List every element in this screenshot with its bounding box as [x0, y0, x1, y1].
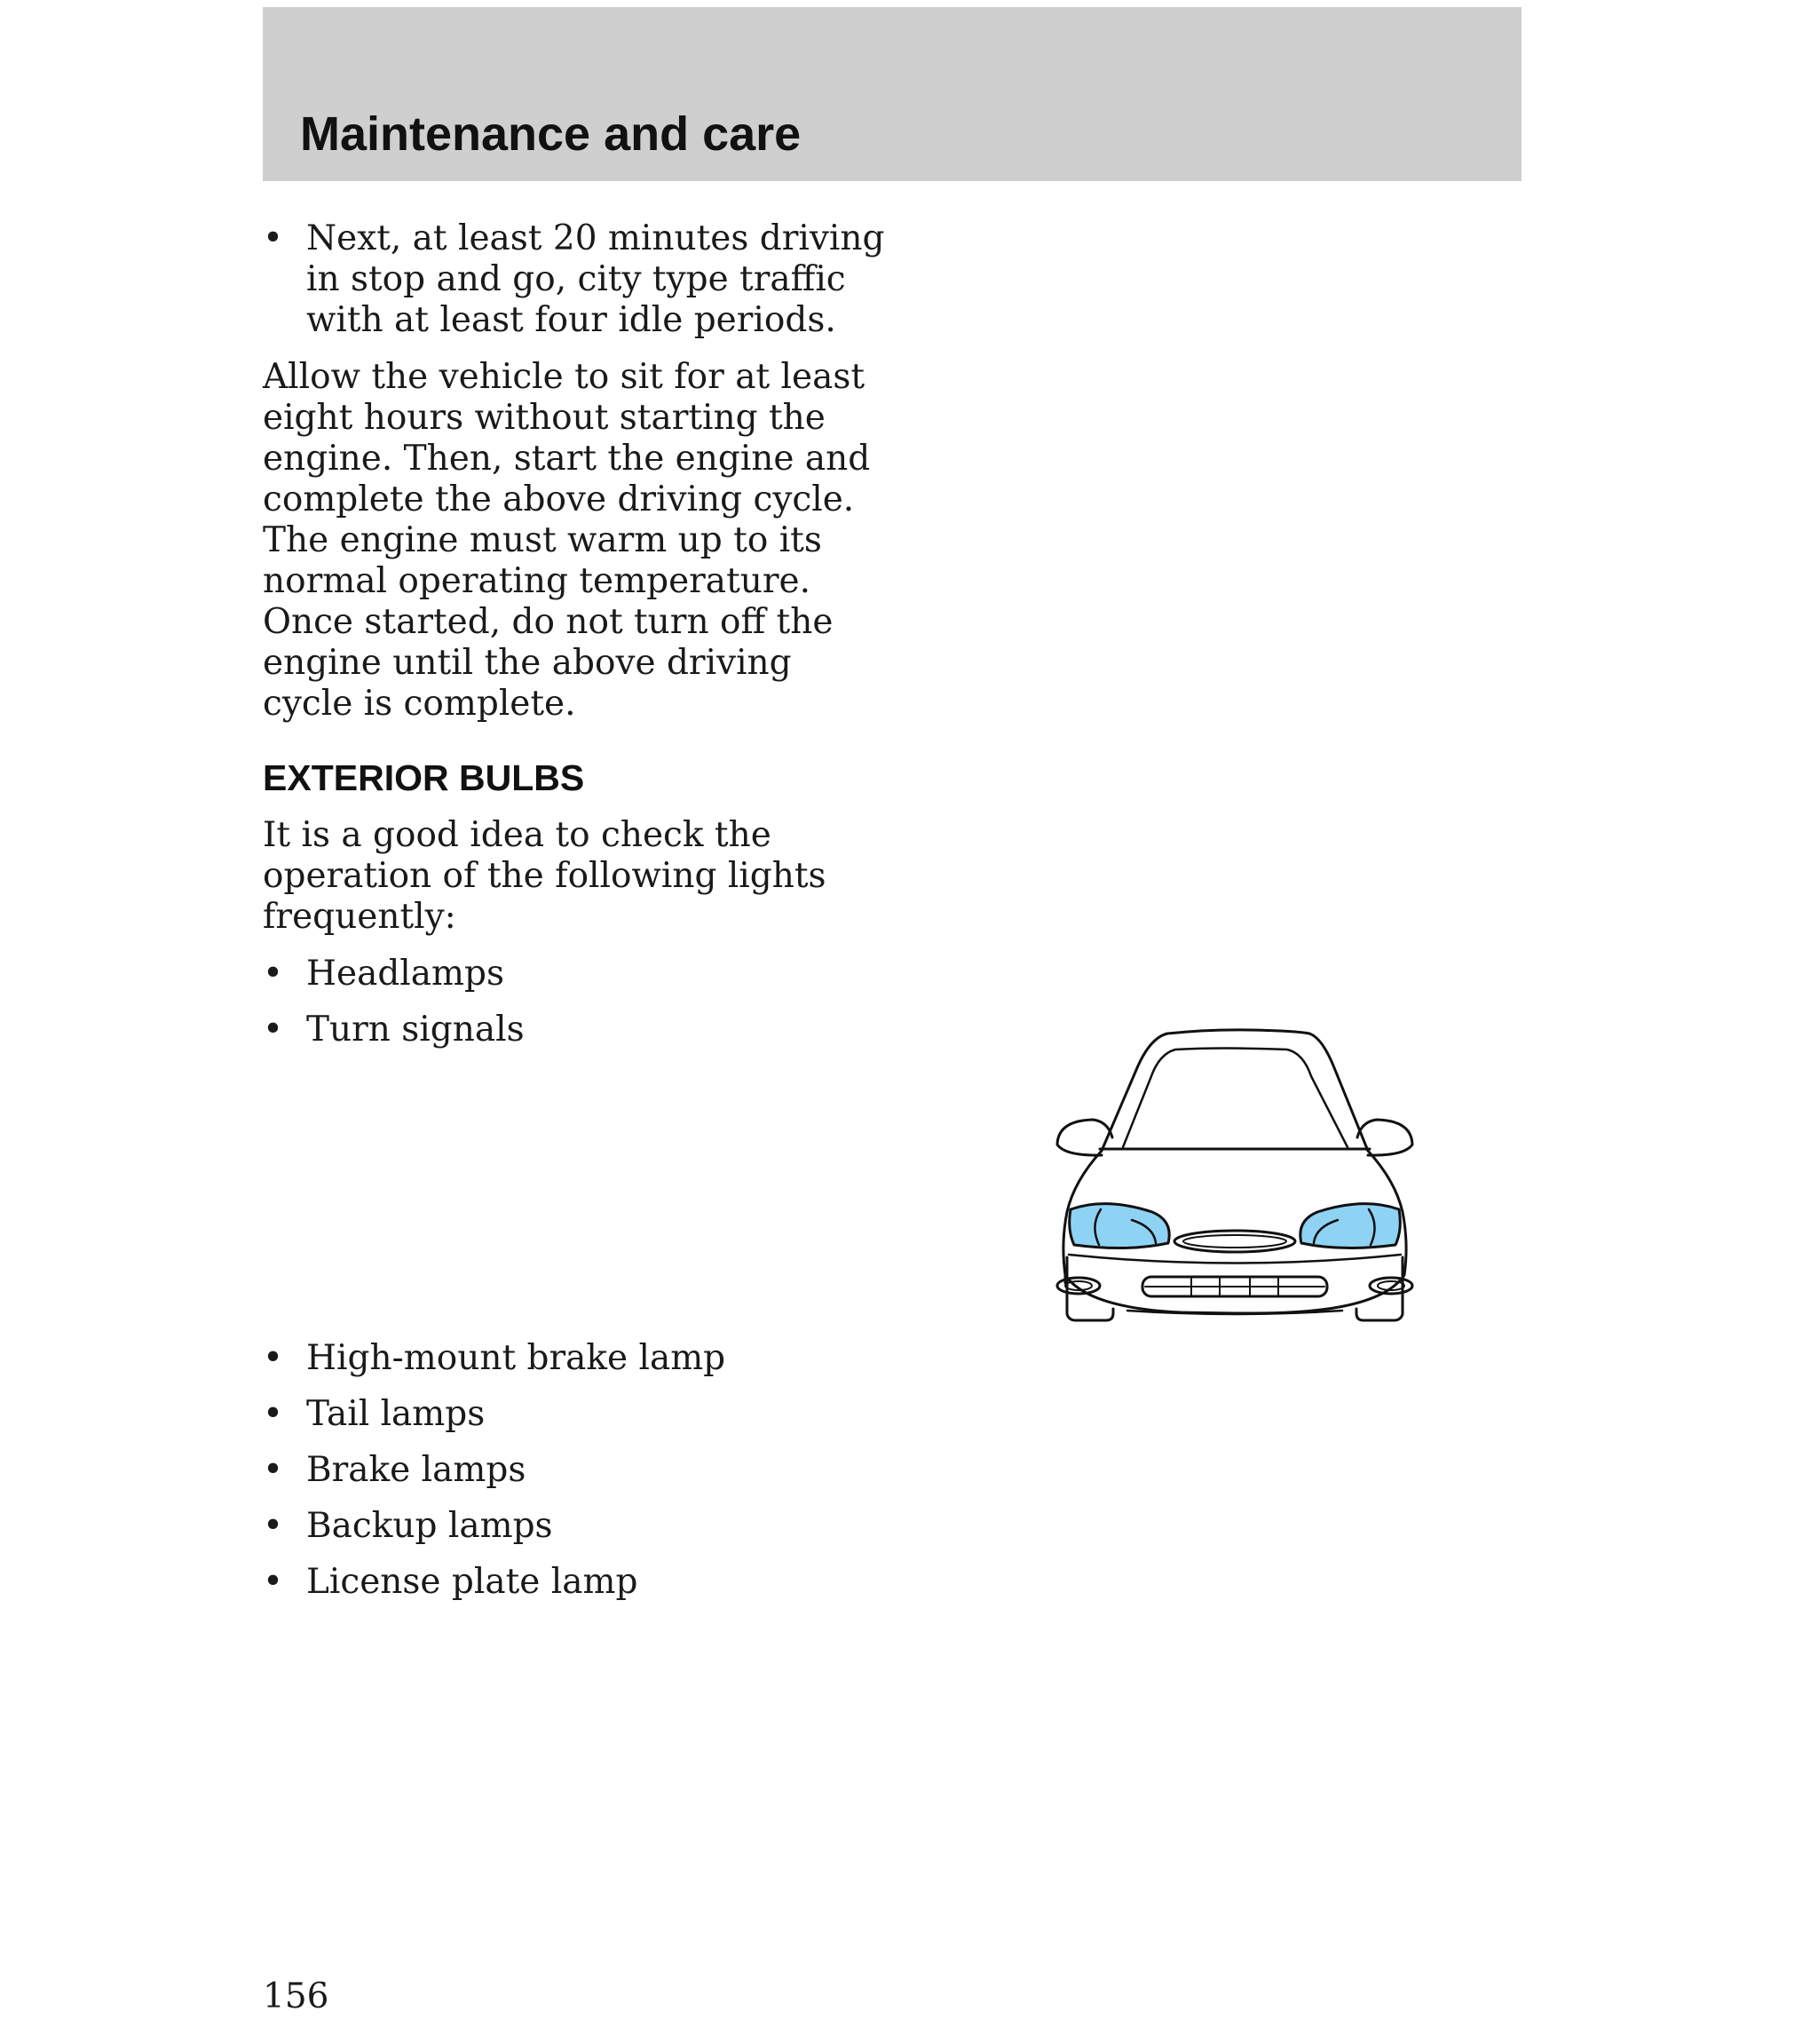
bullet-icon: •: [263, 1562, 284, 1602]
header-band: [263, 7, 1522, 181]
list-item: [263, 1394, 884, 1435]
list-item: [263, 1338, 884, 1379]
section-intro: It is a good idea to check the operation of the following lights frequently:: [263, 815, 826, 937]
list-item-text: Turn signals: [306, 1010, 525, 1050]
list-item: [263, 1450, 884, 1491]
bullet-icon: •: [263, 1010, 284, 1050]
bullet-icon: •: [263, 1338, 284, 1378]
list-item-text: Brake lamps: [306, 1450, 526, 1490]
lower-bumper-line: [1069, 1255, 1401, 1264]
list-item: [263, 1562, 884, 1603]
page-number: 156: [263, 1977, 329, 2016]
list-item-text: Next, at least 20 minutes driving in stop and go, city type traffic with at least four idle periods.: [306, 218, 885, 340]
list-item: [263, 1506, 884, 1547]
bullet-icon: •: [263, 954, 284, 994]
bullet-icon: •: [263, 1394, 284, 1434]
left-headlamp-icon: [1070, 1204, 1170, 1248]
list-item: [263, 954, 884, 994]
bullet-icon: •: [263, 1506, 284, 1546]
list-item-text: Backup lamps: [306, 1506, 553, 1546]
bullet-icon: •: [263, 1450, 284, 1490]
upper-grille-icon: [1174, 1231, 1295, 1252]
right-headlamp-icon: [1300, 1204, 1401, 1248]
windshield-inner: [1123, 1049, 1348, 1148]
list-item-text: Headlamps: [306, 954, 504, 994]
section-heading-exterior-bulbs: EXTERIOR BULBS: [263, 757, 585, 798]
bullet-icon: •: [263, 218, 284, 258]
right-fog-lamp-icon: [1370, 1278, 1412, 1294]
page-title: Maintenance and care: [300, 107, 802, 161]
list-item-text: License plate lamp: [306, 1562, 638, 1602]
list-item: [263, 218, 902, 341]
paragraph-allow: Allow the vehicle to sit for at least eight hours without starting the engine. Then, start the engine and complete the above driving cycle. The engine must warm up to its normal operating temperature. Once started, do not turn off the engine until the above driving cycle is complete.: [263, 357, 871, 724]
car-front-illustration: [994, 959, 1420, 1323]
list-item-text: Tail lamps: [306, 1394, 486, 1434]
list-item-text: High-mount brake lamp: [306, 1338, 726, 1378]
list-item: [263, 1010, 884, 1050]
left-fog-lamp-icon: [1057, 1278, 1100, 1294]
